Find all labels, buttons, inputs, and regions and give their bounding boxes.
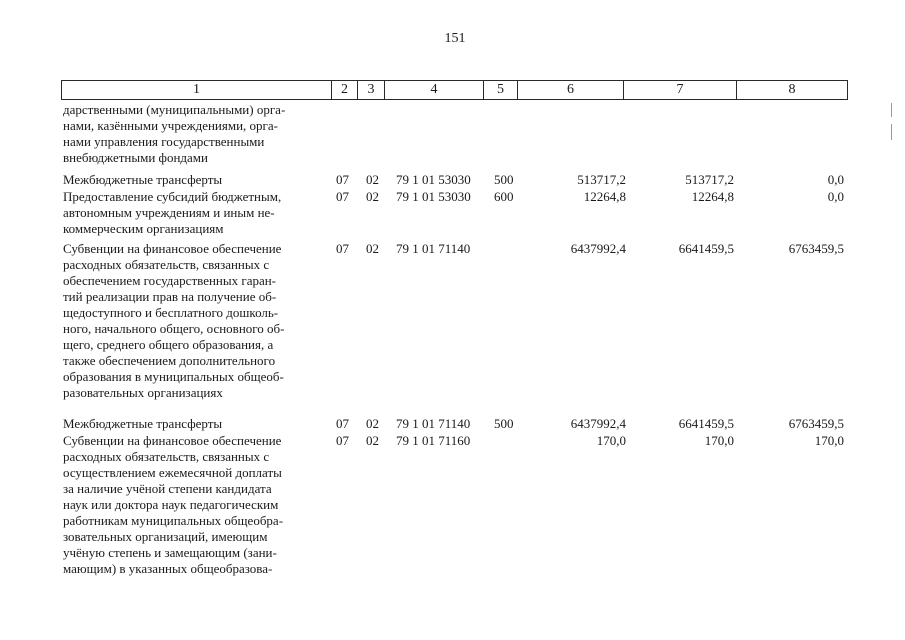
description-line: осуществлением ежемесячной доплаты [63, 465, 282, 480]
description-line: расходных обязательств, связанных с [63, 449, 270, 464]
description-line: Субвенции на финансовое обеспечение [63, 241, 282, 256]
subsection-code: 02 [366, 189, 379, 204]
scan-margin-mark [891, 103, 892, 117]
expense-type-code: 500 [494, 172, 514, 187]
amount-col-7: 6641459,5 [678, 416, 734, 431]
row-description [63, 433, 325, 577]
description-line: щедоступного и бесплатного дошколь- [63, 305, 279, 320]
column-header-8: 8 [788, 82, 796, 97]
expense-type-code: 500 [494, 416, 514, 431]
description-line: нами, казёнными учреждениями, орга- [63, 118, 278, 133]
amount-col-6: 6437992,4 [570, 416, 626, 431]
description-line: щего, среднего общего образования, а [63, 337, 274, 352]
description-line: зовательных организаций, имеющим [63, 529, 268, 544]
description-line: коммерческим организациям [63, 221, 224, 236]
description-line: тий реализации прав на получение об- [63, 289, 277, 304]
amount-col-8: 0,0 [827, 189, 844, 204]
amount-col-8: 6763459,5 [788, 416, 844, 431]
column-header-1: 1 [62, 81, 332, 99]
description-line: образования в муниципальных общеоб- [63, 369, 284, 384]
description-line: дарственными (муниципальными) орга- [63, 102, 286, 117]
target-article-code: 79 1 01 53030 [396, 172, 471, 187]
expense-type-code: 600 [494, 189, 514, 204]
row-description [63, 172, 325, 188]
description-line: Предоставление субсидий бюджетным, [63, 189, 282, 204]
description-line: мающим) в указанных общеобразова- [63, 561, 273, 576]
amount-col-8: 6763459,5 [788, 241, 844, 256]
subsection-code: 02 [366, 433, 379, 448]
target-article-code: 79 1 01 71140 [396, 241, 471, 256]
description-line: обеспечением государственных гаран- [63, 273, 277, 288]
subsection-code: 02 [366, 172, 379, 187]
row-description [63, 241, 325, 401]
section-code: 07 [336, 172, 349, 187]
amount-col-7: 170,0 [704, 433, 734, 448]
column-header-5: 5 [484, 81, 518, 99]
page-number: 151 [444, 31, 466, 46]
target-article-code: 79 1 01 53030 [396, 189, 471, 204]
amount-col-6: 6437992,4 [570, 241, 626, 256]
amount-col-6: 513717,2 [577, 172, 626, 187]
table-header [61, 80, 848, 100]
description-line: автономным учреждениям и иным не- [63, 205, 275, 220]
section-code: 07 [336, 189, 349, 204]
amount-col-8: 0,0 [827, 172, 844, 187]
description-line: нами управления государственными [63, 134, 265, 149]
description-line: Межбюджетные трансферты [63, 172, 223, 187]
column-header-7: 7 [624, 81, 737, 99]
description-line: ного, начального общего, основного об- [63, 321, 285, 336]
column-header-4: 4 [385, 81, 484, 99]
description-line: также обеспечением дополнительного [63, 353, 276, 368]
row-description [63, 102, 325, 166]
description-line: учёную степень и замещающим (зани- [63, 545, 277, 560]
section-code: 07 [336, 416, 349, 431]
column-header-3: 3 [358, 81, 385, 99]
scan-margin-mark [891, 124, 892, 140]
description-line: расходных обязательств, связанных с [63, 257, 270, 272]
description-line: Межбюджетные трансферты [63, 416, 223, 431]
target-article-code: 79 1 01 71140 [396, 416, 471, 431]
amount-col-7: 12264,8 [691, 189, 734, 204]
description-line: Субвенции на финансовое обеспечение [63, 433, 282, 448]
row-description [63, 416, 325, 432]
amount-col-8: 170,0 [814, 433, 844, 448]
target-article-code: 79 1 01 71160 [396, 433, 471, 448]
amount-col-7: 6641459,5 [678, 241, 734, 256]
row-description [63, 189, 325, 237]
description-line: наук или доктора наук педагогическим [63, 497, 279, 512]
amount-col-6: 170,0 [596, 433, 626, 448]
section-code: 07 [336, 433, 349, 448]
column-header-2: 2 [332, 81, 358, 99]
subsection-code: 02 [366, 416, 379, 431]
description-line: работникам муниципальных общеобра- [63, 513, 284, 528]
amount-col-6: 12264,8 [583, 189, 626, 204]
column-header-6: 6 [518, 81, 624, 99]
section-code: 07 [336, 241, 349, 256]
description-line: разовательных организациях [63, 385, 223, 400]
subsection-code: 02 [366, 241, 379, 256]
description-line: за наличие учёной степени кандидата [63, 481, 272, 496]
amount-col-7: 513717,2 [685, 172, 734, 187]
description-line: внебюджетными фондами [63, 150, 208, 165]
